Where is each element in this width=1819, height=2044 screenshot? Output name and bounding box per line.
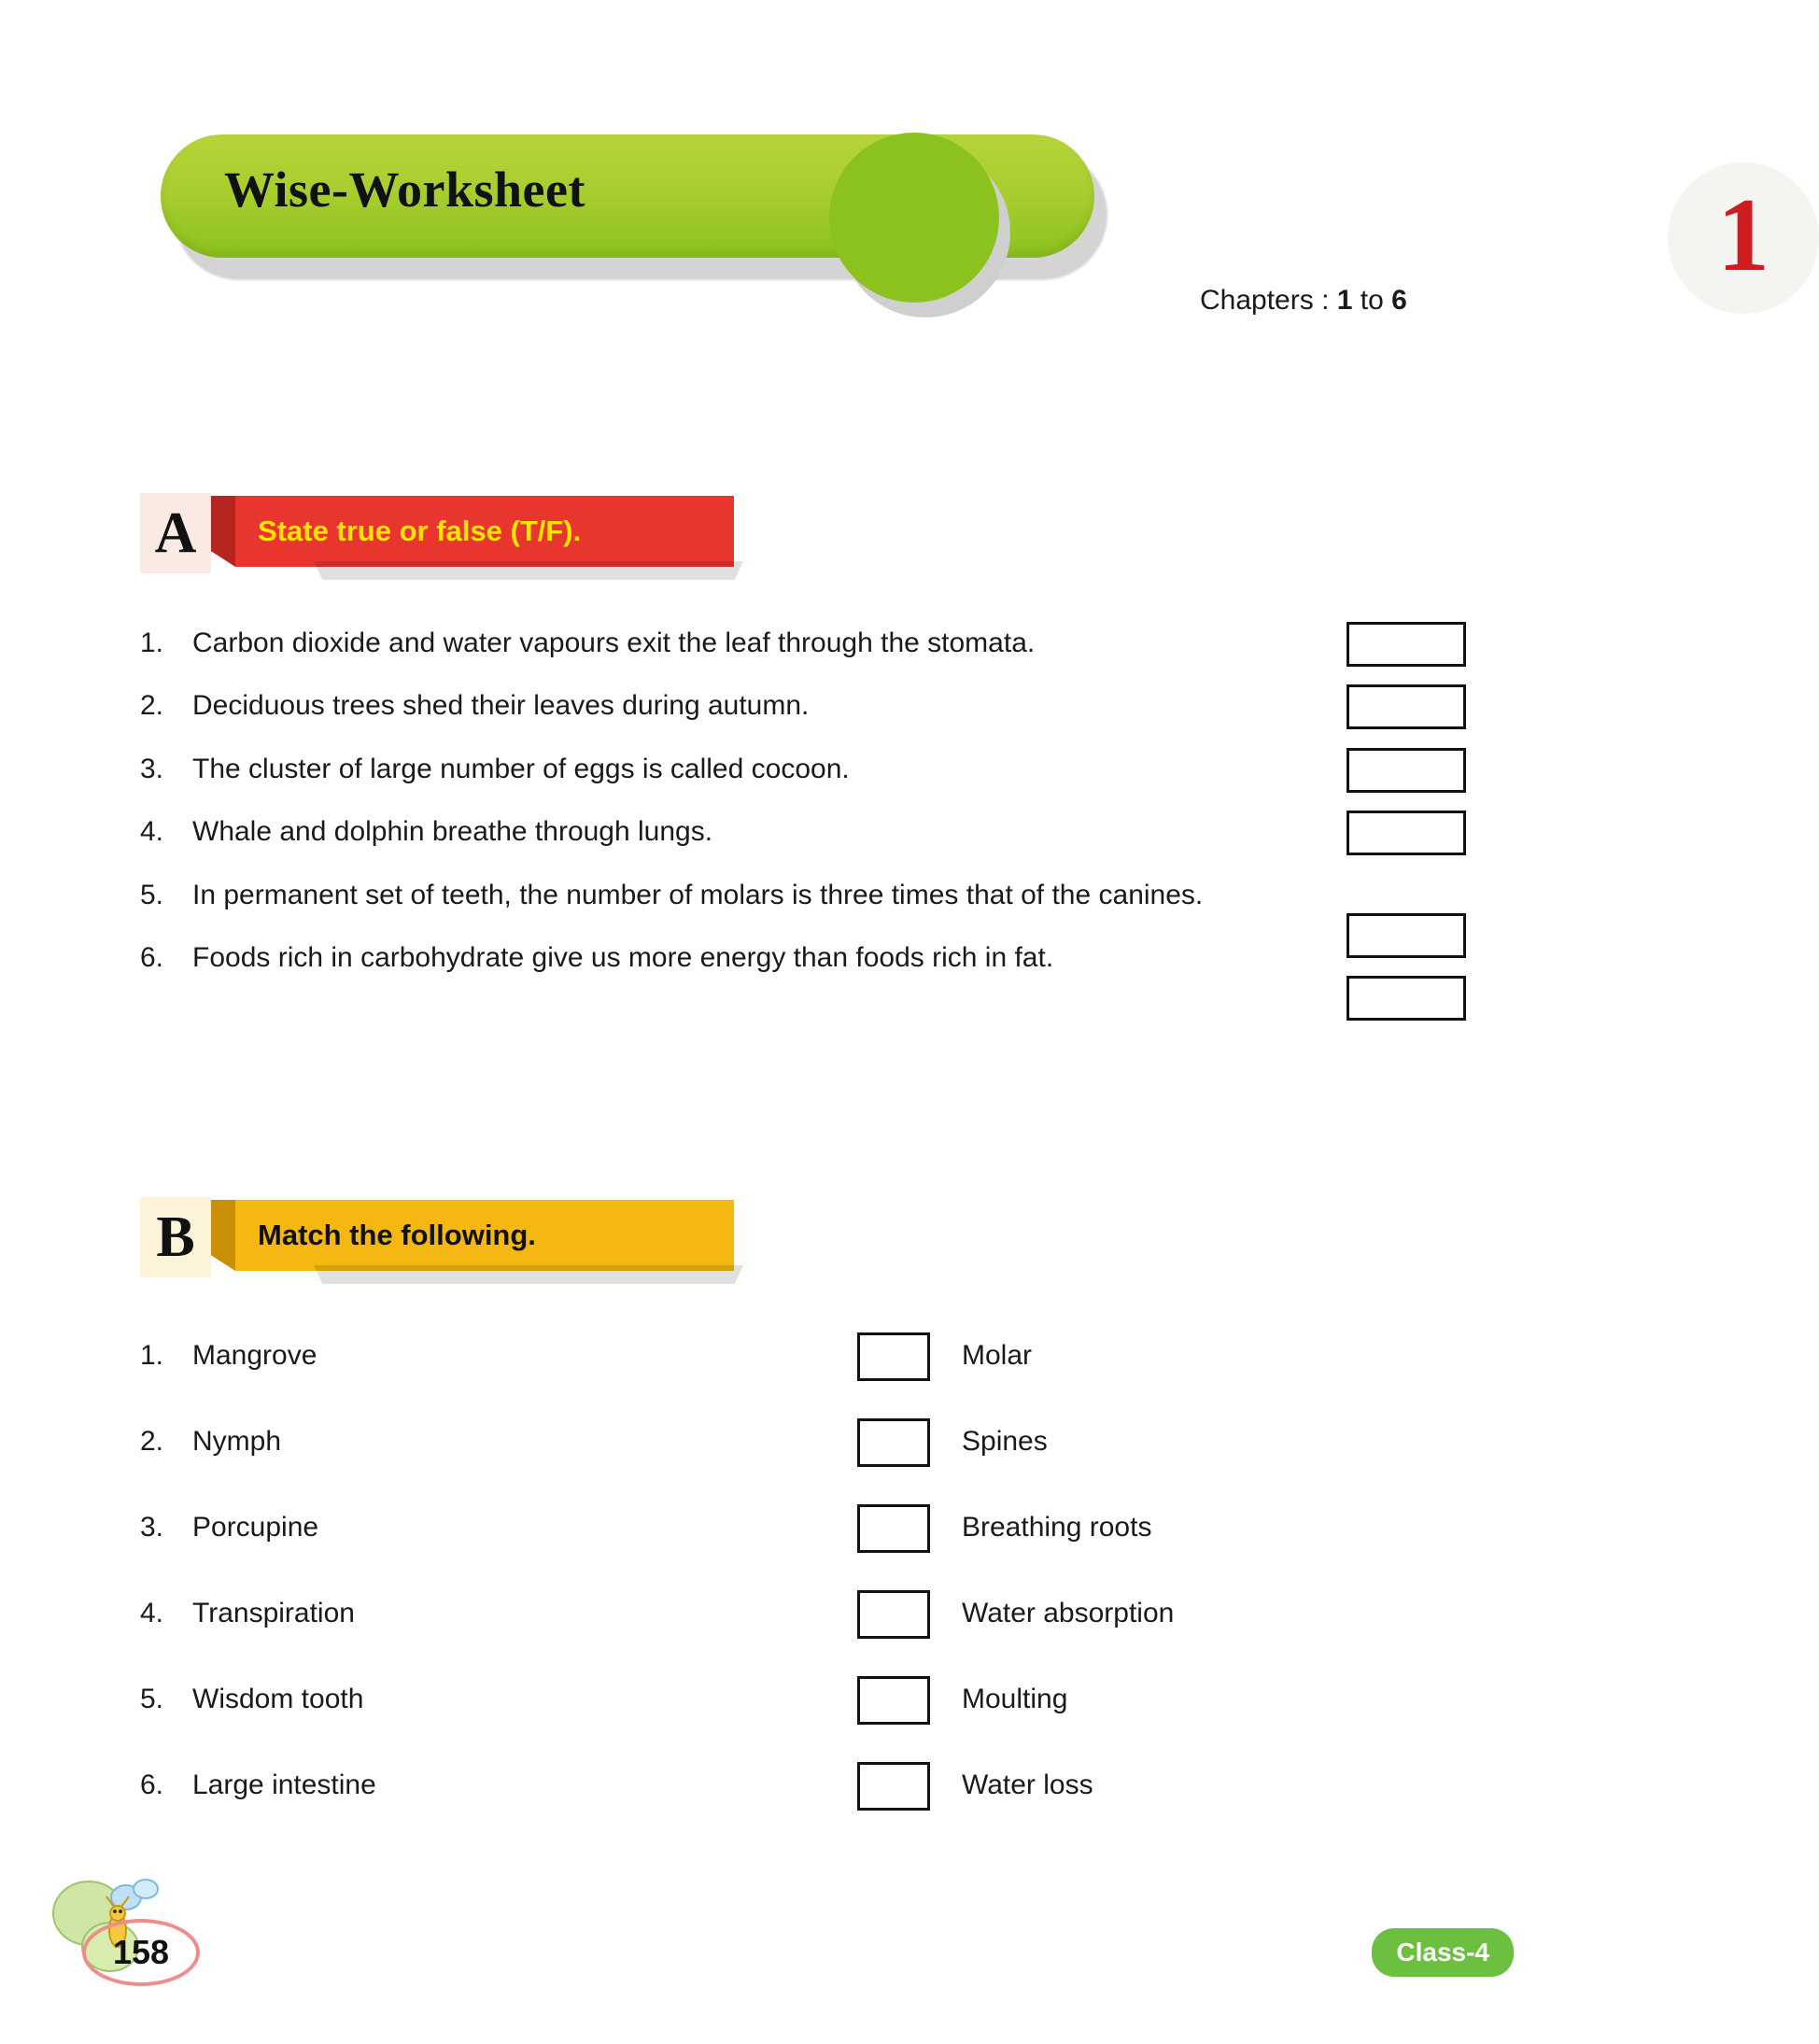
chapters-range (1200, 285, 1407, 317)
question-number: 2. (140, 690, 164, 722)
badge-inner-circle (1668, 162, 1819, 314)
list-item (140, 1760, 1466, 1846)
list-item (140, 1502, 1466, 1588)
question-number: 3. (140, 753, 164, 784)
list-item (140, 1674, 1466, 1760)
question-text: Whale and dolphin breathe through lungs. (192, 816, 713, 848)
section-ribbon-b (211, 1200, 734, 1271)
table-row (140, 686, 1466, 725)
ribbon-tail-a (314, 561, 743, 580)
question-text: The cluster of large number of eggs is called cocoon. (192, 753, 850, 784)
match-answer-box[interactable] (857, 1762, 930, 1811)
section-title-b: Match the following. (258, 1219, 536, 1251)
question-number: 1. (140, 627, 164, 658)
match-number: 3. (140, 1512, 164, 1543)
section-letter-b: B (156, 1205, 195, 1269)
match-right-term: Breathing roots (962, 1512, 1152, 1543)
match-right-term: Water absorption (962, 1598, 1175, 1628)
answer-box[interactable] (1347, 748, 1466, 793)
section-header-a (140, 493, 738, 573)
question-number: 4. (140, 816, 164, 848)
chapters-prefix: Chapters : (1200, 285, 1337, 316)
page-number: 158 (112, 1933, 170, 1971)
chapters-to: 6 (1391, 285, 1407, 316)
section-header-b (140, 1197, 738, 1277)
list-item (140, 1588, 1466, 1674)
match-answer-box[interactable] (857, 1418, 930, 1467)
match-left-term: Large intestine (192, 1769, 376, 1800)
match-number: 4. (140, 1598, 164, 1628)
section-letter-box-b (140, 1197, 211, 1277)
match-answer-box[interactable] (857, 1332, 930, 1381)
question-text: Carbon dioxide and water vapours exit the leaf through the stomata. (192, 627, 1036, 658)
answer-box[interactable] (1347, 811, 1466, 855)
worksheet-number: 1 (1717, 177, 1770, 293)
answer-box[interactable] (1347, 976, 1466, 1021)
match-right-term: Water loss (962, 1769, 1093, 1800)
ribbon-fold-b (211, 1200, 235, 1271)
question-number: 6. (140, 941, 164, 973)
ribbon-tail-b (314, 1265, 743, 1284)
table-row (140, 938, 1466, 977)
worksheet-header (0, 112, 1770, 327)
match-number: 2. (140, 1426, 164, 1457)
match-answer-box[interactable] (857, 1590, 930, 1639)
question-text: Foods rich in carbohydrate give us more energy than foods rich in fat. (192, 941, 1054, 973)
match-number: 6. (140, 1769, 164, 1800)
section-letter-a: A (154, 501, 197, 565)
table-row (140, 812, 1466, 851)
list-item (140, 1331, 1466, 1417)
match-answer-box[interactable] (857, 1676, 930, 1725)
ribbon-fold-a (211, 496, 235, 567)
true-false-question-list (140, 624, 1466, 997)
match-left-term: Mangrove (192, 1340, 317, 1371)
page-title: Wise-Worksheet (224, 162, 585, 218)
section-title-a: State true or false (T/F). (258, 515, 582, 547)
match-left-term: Porcupine (192, 1512, 319, 1543)
match-left-term: Transpiration (192, 1598, 355, 1628)
match-number: 1. (140, 1340, 164, 1371)
page-number-badge (82, 1919, 200, 1986)
ribbon-body-b (235, 1200, 734, 1271)
match-number: 5. (140, 1684, 164, 1714)
match-left-term: Nymph (192, 1426, 282, 1457)
match-answer-box[interactable] (857, 1504, 930, 1553)
table-row (140, 750, 1466, 788)
match-right-term: Spines (962, 1426, 1048, 1457)
section-letter-box-a (140, 493, 211, 573)
chapters-from: 1 (1336, 285, 1353, 316)
match-right-term: Molar (962, 1340, 1033, 1371)
question-text: Deciduous trees shed their leaves during autumn. (192, 690, 810, 722)
answer-box[interactable] (1347, 684, 1466, 729)
question-number: 5. (140, 879, 164, 910)
match-right-term: Moulting (962, 1684, 1068, 1714)
match-the-following-list (140, 1331, 1466, 1846)
answer-box[interactable] (1347, 622, 1466, 667)
ribbon-body-a (235, 496, 734, 567)
table-row (140, 876, 1466, 914)
chapters-separator: to (1352, 285, 1392, 316)
section-ribbon-a (211, 496, 734, 567)
class-badge: Class-4 (1372, 1928, 1514, 1977)
table-row (140, 624, 1466, 662)
question-text: In permanent set of teeth, the number of molars is three times that of the canines. (192, 879, 1204, 910)
match-left-term: Wisdom tooth (192, 1684, 364, 1714)
list-item (140, 1417, 1466, 1502)
